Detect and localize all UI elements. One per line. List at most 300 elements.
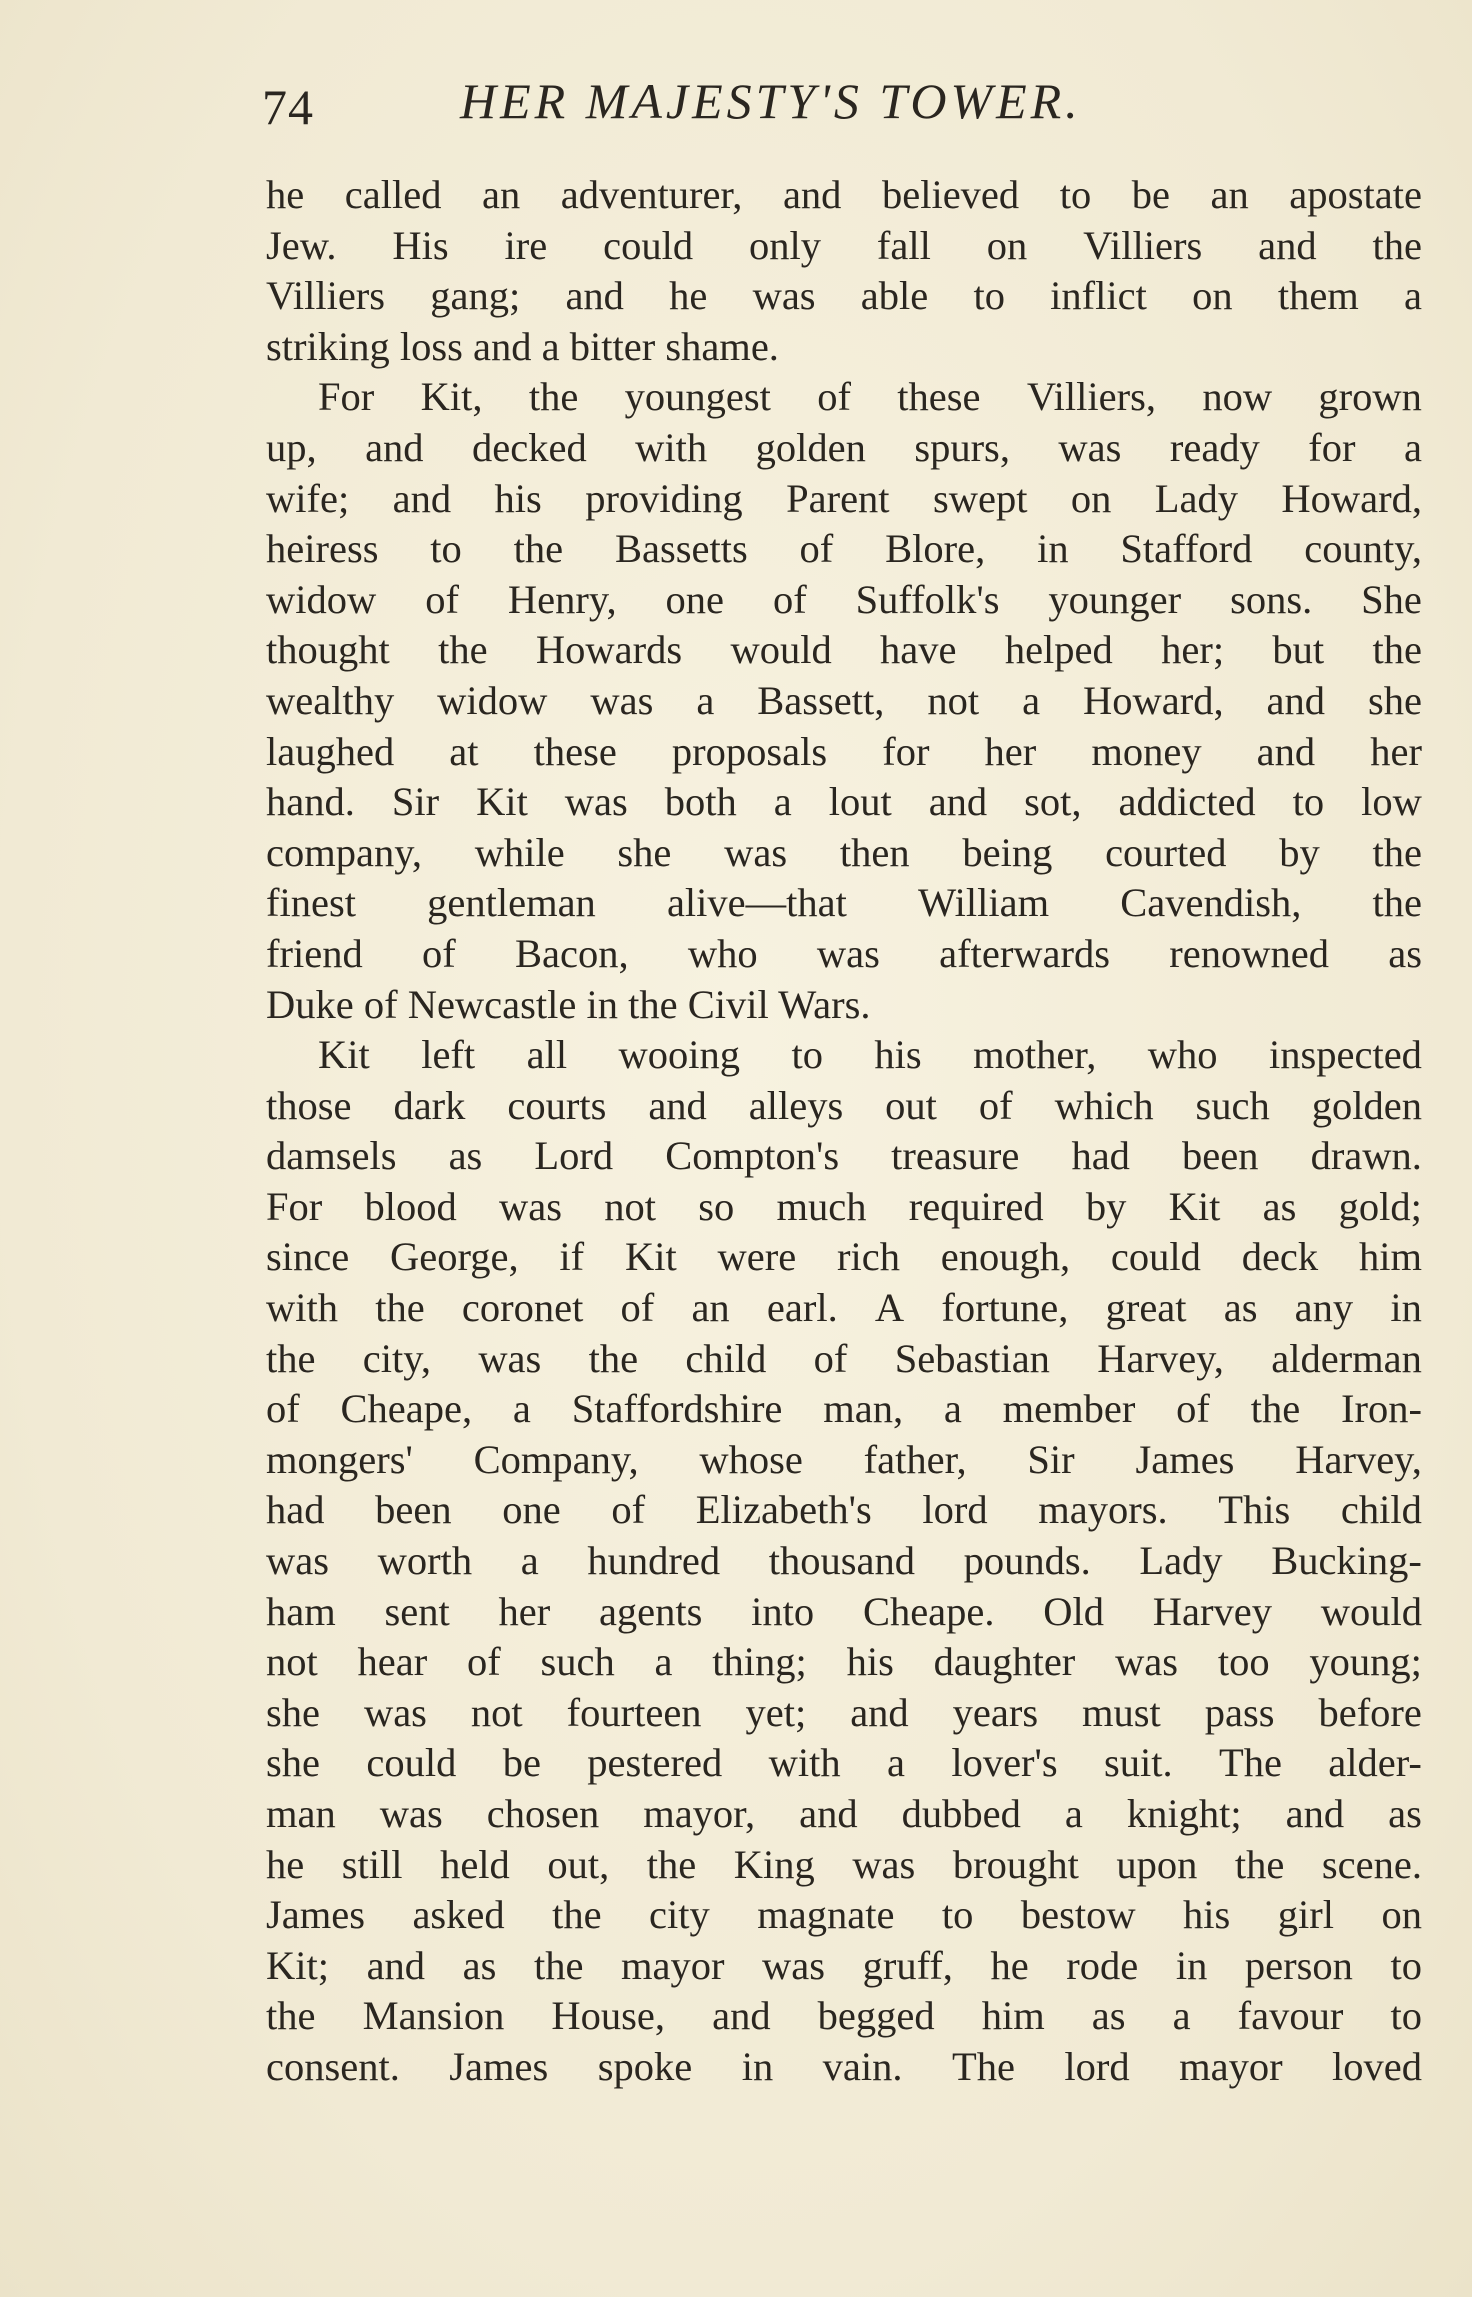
running-title: HER MAJESTY'S TOWER. [460, 73, 1082, 129]
text-line [266, 878, 1422, 929]
word: would [1320, 1588, 1422, 1634]
word: sot, [1024, 779, 1082, 825]
word: low [1361, 779, 1422, 825]
text-line [266, 1334, 1422, 1385]
word: and [648, 1082, 707, 1128]
word: young; [1309, 1639, 1422, 1685]
word: if [559, 1234, 585, 1280]
text-line [266, 372, 1422, 423]
word: Howards [535, 627, 683, 673]
word: Parent [786, 475, 890, 521]
word: golden [755, 424, 866, 470]
word: as [1223, 1285, 1258, 1331]
word: the [375, 1285, 425, 1331]
word: the [1372, 627, 1422, 673]
text-line [266, 1688, 1422, 1739]
word: gang; [430, 273, 521, 319]
text-line [266, 1789, 1422, 1840]
word: with [266, 1285, 339, 1331]
word: laughed [266, 728, 395, 774]
word: alder- [1328, 1740, 1422, 1786]
word: both [664, 779, 737, 825]
word: her [1370, 728, 1422, 774]
word: not [927, 677, 980, 723]
word: child [1340, 1487, 1422, 1533]
word: held [440, 1841, 510, 1887]
word: an [691, 1285, 730, 1331]
word: left [421, 1032, 476, 1078]
word: sent [384, 1588, 450, 1634]
word: must [1082, 1689, 1161, 1735]
word: Bassett, [757, 677, 885, 723]
word: apostate [1289, 172, 1422, 217]
word: up, [266, 424, 317, 470]
text-line [266, 1131, 1422, 1182]
word: the [1372, 222, 1422, 268]
word: out [885, 1082, 937, 1128]
word: damsels [266, 1133, 397, 1179]
word: be [1131, 172, 1170, 217]
word: father, [863, 1436, 967, 1482]
word: coronet [461, 1285, 584, 1331]
word: company, [266, 829, 422, 875]
word: gold; [1338, 1183, 1422, 1229]
word: favour [1237, 1993, 1344, 2039]
text-line [266, 777, 1422, 828]
word: golden [1311, 1082, 1422, 1128]
word: these [533, 728, 617, 774]
word: Sir [391, 779, 440, 825]
word: a [1403, 424, 1422, 470]
word: widow [266, 576, 377, 622]
word: the [533, 1942, 584, 1988]
word: could [366, 1740, 457, 1786]
word: could [603, 222, 694, 268]
word: Villiers [1083, 222, 1203, 268]
word: his [846, 1639, 894, 1685]
word: heiress [266, 526, 379, 572]
word: For [266, 1183, 323, 1229]
word: who [1147, 1032, 1218, 1078]
word: fortune, [941, 1285, 1069, 1331]
word: so [698, 1183, 735, 1229]
word: being [962, 829, 1053, 875]
word: enough, [940, 1234, 1071, 1280]
word: such [1195, 1082, 1270, 1128]
word: deck [1241, 1234, 1319, 1280]
word: of [1176, 1386, 1210, 1432]
word: would [730, 627, 832, 673]
word: inspected [1268, 1032, 1422, 1078]
word: of [266, 1386, 300, 1432]
word: hear [357, 1639, 428, 1685]
word: a [512, 1386, 531, 1432]
word: ire [504, 222, 548, 268]
body-text [266, 170, 1422, 2093]
word: by [1279, 829, 1320, 875]
word: the [646, 1841, 697, 1887]
word: had [266, 1487, 325, 1533]
word: by [1085, 1183, 1127, 1229]
word: was [1058, 424, 1122, 470]
word: the [1372, 880, 1422, 926]
word: was [816, 930, 880, 976]
word: of [978, 1082, 1013, 1128]
word: decked [472, 424, 587, 470]
word: been [375, 1487, 452, 1533]
word: city, [362, 1335, 432, 1381]
word: the [552, 1892, 602, 1938]
word: Cavendish, [1120, 880, 1302, 926]
word: Elizabeth's [695, 1487, 872, 1533]
word: mayor [620, 1942, 725, 1988]
word: James [266, 1892, 365, 1938]
word: of [620, 1285, 655, 1331]
word: lord [1064, 2043, 1130, 2089]
word: pass [1204, 1689, 1275, 1735]
word: believed [881, 172, 1020, 217]
word: much [776, 1183, 867, 1229]
word: swept [932, 475, 1028, 521]
word: younger [1048, 576, 1182, 622]
word: finest [266, 880, 356, 926]
word: His [392, 222, 449, 268]
word: the [1234, 1841, 1285, 1887]
running-head [262, 72, 1422, 142]
word: the [266, 1335, 316, 1381]
word: which [1054, 1082, 1154, 1128]
text-line [266, 676, 1422, 727]
word: and [850, 1689, 909, 1735]
word: Villiers [266, 273, 386, 319]
word: lover's [951, 1740, 1058, 1786]
word: thing; [712, 1639, 807, 1685]
text-line [266, 828, 1422, 879]
word: youngest [624, 374, 771, 420]
word: rich [837, 1234, 900, 1280]
word: and [782, 172, 842, 217]
word: whose [699, 1436, 803, 1482]
word: and [565, 273, 624, 319]
text-line [266, 2042, 1422, 2093]
word: not [266, 1639, 318, 1685]
word: mayor [1179, 2043, 1283, 2089]
word: out, [547, 1841, 610, 1887]
word: was [379, 1791, 443, 1836]
word: afterwards [939, 930, 1111, 976]
word: still [341, 1841, 403, 1887]
word: only [749, 222, 822, 268]
word: drawn. [1310, 1133, 1422, 1179]
word: such [540, 1639, 615, 1685]
word: for [1308, 424, 1356, 470]
word: man [266, 1791, 336, 1836]
word: a [654, 1639, 673, 1685]
word: The [951, 2043, 1015, 2089]
word: brought [952, 1841, 1079, 1887]
text-line [266, 221, 1422, 272]
word: to [1390, 1993, 1422, 2039]
text-line [266, 170, 1422, 221]
word: ham [266, 1588, 336, 1634]
word: the [1250, 1386, 1301, 1432]
text-line [266, 575, 1422, 626]
word: wooing [618, 1032, 741, 1078]
word: was [724, 829, 788, 875]
word: as [1262, 1183, 1297, 1229]
word: Harvey, [1295, 1436, 1422, 1482]
word: Lady [1139, 1538, 1223, 1584]
word: James [449, 2043, 549, 2089]
word: to [430, 526, 462, 572]
word: fall [876, 222, 931, 268]
word: wife; [266, 475, 350, 521]
word: her [984, 728, 1037, 774]
word: to [1059, 172, 1092, 217]
word: the [528, 374, 579, 420]
word: magnate [757, 1892, 895, 1938]
word: was [590, 677, 654, 723]
word: spoke [597, 2043, 693, 2089]
word: Kit, [420, 374, 483, 420]
word: grown [1318, 374, 1422, 420]
word: was [478, 1335, 542, 1381]
word: was [852, 1841, 916, 1887]
word: Blore, [885, 526, 986, 572]
text-line [266, 1637, 1422, 1688]
word: the [266, 1993, 316, 2039]
word: agents [598, 1588, 703, 1634]
word: great [1105, 1285, 1187, 1331]
word: a [943, 1386, 962, 1432]
word: Howard, [1083, 677, 1224, 723]
word: loved [1332, 2043, 1422, 2089]
word: Kit [1168, 1183, 1221, 1229]
text-line [266, 1030, 1422, 1081]
word: then [839, 829, 910, 875]
word: and [1258, 222, 1317, 268]
word: all [526, 1032, 568, 1078]
word: not [604, 1183, 656, 1229]
word: Bassetts [614, 526, 748, 572]
word: them [1277, 273, 1359, 319]
word: and [712, 1993, 771, 2039]
word: these [897, 374, 981, 420]
word: Cheape, [340, 1386, 473, 1432]
word: hundred [587, 1538, 721, 1584]
word: asked [412, 1892, 505, 1938]
word: friend [266, 930, 363, 976]
word: who [687, 930, 758, 976]
word: Henry, [507, 576, 617, 622]
word: to [941, 1892, 974, 1938]
word: thousand [768, 1538, 915, 1584]
word: in [1037, 526, 1069, 572]
word: a [1022, 677, 1041, 723]
word: pounds. [963, 1538, 1091, 1584]
word: daughter [933, 1639, 1076, 1685]
text-line [266, 1840, 1422, 1891]
word: years [952, 1689, 1039, 1735]
word: mother, [973, 1032, 1097, 1078]
word: addicted [1118, 779, 1256, 825]
word: Kit [318, 1032, 370, 1078]
word: upon [1116, 1841, 1198, 1887]
word: had [1071, 1133, 1130, 1179]
word: dubbed [901, 1791, 1021, 1836]
word: This [1218, 1487, 1291, 1533]
word: wealthy [266, 677, 395, 723]
word: of [421, 930, 456, 976]
word: on [986, 222, 1028, 268]
word: child [685, 1335, 767, 1381]
word: with [768, 1740, 841, 1786]
word: one [665, 576, 725, 622]
word: vain. [822, 2043, 903, 2089]
word: bestow [1020, 1892, 1136, 1938]
word: and [366, 1942, 426, 1988]
word: of [772, 576, 807, 622]
word: chosen [486, 1791, 600, 1836]
word: worth [377, 1538, 473, 1584]
word: and [1266, 677, 1326, 723]
word: since [266, 1234, 350, 1280]
word: have [880, 627, 957, 673]
word: member [1002, 1386, 1136, 1432]
word: of [611, 1487, 646, 1533]
word: was [363, 1689, 427, 1735]
word: Mansion [362, 1993, 505, 2039]
word: Kit [624, 1234, 677, 1280]
word: the [588, 1335, 639, 1381]
word: girl [1277, 1892, 1335, 1938]
word: alive—that [666, 880, 847, 926]
word: to [791, 1032, 823, 1078]
word: he [266, 172, 305, 217]
word: with [635, 424, 708, 470]
word: hand. [266, 779, 355, 825]
word: of [467, 1639, 501, 1685]
word: was [762, 1942, 826, 1988]
word: Company, [473, 1436, 639, 1482]
text-line [266, 271, 1422, 322]
word: Stafford [1120, 526, 1253, 572]
word: Staffordshire [571, 1386, 783, 1432]
word: alderman [1271, 1335, 1422, 1381]
word: James [1135, 1436, 1235, 1482]
word: man, [823, 1386, 904, 1432]
word: mayors. [1038, 1487, 1168, 1533]
word: For [318, 374, 375, 420]
word: Harvey [1152, 1588, 1272, 1634]
word: Bacon, [514, 930, 629, 976]
word: not [470, 1689, 523, 1735]
word: courted [1105, 829, 1227, 875]
text-line [266, 1232, 1422, 1283]
word: of [425, 576, 459, 622]
word: fourteen [566, 1689, 702, 1735]
word: into [751, 1588, 815, 1634]
word: Compton's [665, 1133, 840, 1179]
word: scene. [1321, 1841, 1422, 1887]
word: earl. [766, 1285, 838, 1331]
word: blood [364, 1183, 457, 1229]
word: those [266, 1082, 352, 1128]
word: person [1244, 1942, 1353, 1988]
word: was [266, 1538, 329, 1584]
word: at [449, 728, 479, 774]
text-line [266, 1890, 1422, 1941]
word: a [696, 677, 715, 723]
word: her [498, 1588, 551, 1634]
text-line [266, 1485, 1422, 1536]
word: ready [1169, 424, 1260, 470]
word: money [1091, 728, 1202, 774]
word: suit. [1103, 1740, 1173, 1786]
word: gentleman [427, 880, 596, 926]
word: her; [1161, 627, 1225, 673]
word: one [502, 1487, 561, 1533]
text-line [266, 1941, 1422, 1992]
word: as [448, 1133, 483, 1179]
word: Howard, [1281, 475, 1422, 521]
word: the [1372, 829, 1422, 875]
word: she [266, 1689, 320, 1735]
word: Lady [1154, 475, 1238, 521]
word: Lord [534, 1133, 614, 1179]
word: county, [1304, 526, 1422, 572]
word: begged [817, 1993, 935, 2039]
word: rode [1066, 1942, 1139, 1988]
word: in [1175, 1942, 1208, 1988]
word: required [908, 1183, 1044, 1229]
word: be [502, 1740, 541, 1786]
word: was [564, 779, 628, 825]
word: Jew. [266, 222, 337, 268]
word: he [990, 1942, 1029, 1988]
word: a [886, 1740, 905, 1786]
word: George, [390, 1234, 519, 1280]
word: the [438, 627, 488, 673]
word: him [981, 1993, 1045, 2039]
word: was [752, 273, 816, 319]
word: before [1318, 1689, 1422, 1735]
word: and [799, 1791, 858, 1836]
word: called [344, 172, 442, 217]
word: King [733, 1841, 815, 1887]
word: Cheape. [862, 1588, 995, 1634]
word: Villiers, [1026, 374, 1157, 420]
word: too [1217, 1639, 1270, 1685]
word: been [1182, 1133, 1259, 1179]
word: of [813, 1335, 848, 1381]
word: Kit; [266, 1942, 330, 1988]
word: city [649, 1892, 710, 1938]
text-line [266, 1182, 1422, 1233]
word: lord [922, 1487, 988, 1533]
word: his [874, 1032, 922, 1078]
word: sons. [1230, 576, 1313, 622]
word: as [1091, 1993, 1126, 2039]
word: providing [585, 475, 743, 521]
word: Sebastian [894, 1335, 1050, 1381]
word: were [717, 1234, 797, 1280]
text-line [266, 1435, 1422, 1486]
word: but [1272, 627, 1325, 673]
text-line: Duke of Newcastle in the Civil Wars. [266, 981, 871, 1027]
word: knight; [1126, 1791, 1242, 1836]
text-line [266, 929, 1422, 980]
